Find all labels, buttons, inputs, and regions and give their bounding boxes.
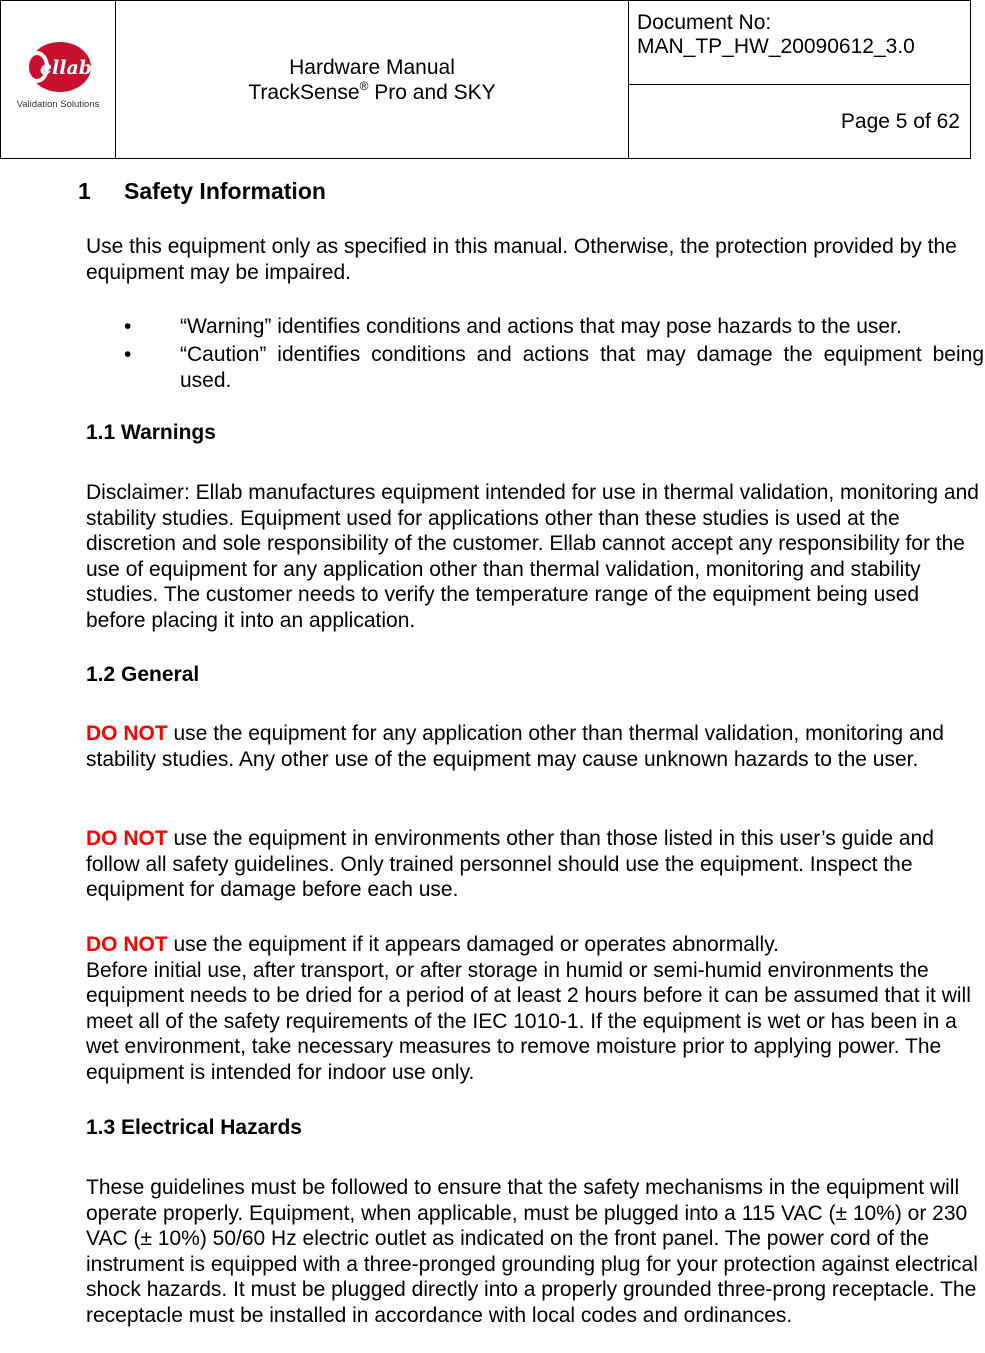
list-item: • “Warning” identifies conditions and actions that may pose hazards to the user. <box>124 315 902 338</box>
subsection-heading-warnings: 1.1 Warnings <box>86 421 216 444</box>
document-number-cell <box>629 1 971 85</box>
subsection-heading-general: 1.2 General <box>86 663 200 686</box>
document-header <box>0 0 971 159</box>
warnings-paragraph: Disclaimer: Ellab manufactures equipment intended for use in thermal validation, monitoring and stability studies. Equipment used for applications other than these studies is used at the discretion and sole responsibility of the customer. Ellab cannot accept any responsibility for the use of equipment for any application other than thermal validation, monitoring and stability studies. The customer needs to verify the temperature range of the equipment being used before placing it into an application. <box>86 481 979 632</box>
list-item: • “Caution” identifies conditions and actions that may damage the equipment being used. <box>124 343 984 392</box>
subsection-heading-electrical: 1.3 Electrical Hazards <box>86 1116 302 1139</box>
document-number-value: MAN_TP_HW_20090612_3.0 <box>637 35 915 58</box>
section-heading: 1 Safety Information <box>78 178 326 204</box>
bullet-icon: • <box>124 343 132 366</box>
general-paragraph-3: DO NOT use the equipment if it appears damaged or operates abnormally. Before initial use, after transport, or after storage in humid or semi-humid environments the equipment needs to be dried for a period of at least 2 hours before it can be assumed that it will meet all of the safety requirements of the IEC 1010-1. If the equipment is wet or has been in a wet environment, take necessary measures to remove moisture prior to applying power. The equipment is intended for indoor use only. <box>86 933 971 1084</box>
electrical-paragraph: These guidelines must be followed to ensure that the safety mechanisms in the equipment will operate properly. Equipment, when applicable, must be plugged into a 115 VAC (± 10%) or 230 VAC (± 10%) 50/60 Hz electric outlet as indicated on the front panel. The power cord of the instrument is equipped with a three-pronged grounding plug for your protection against electrical shock hazards. It must be plugged directly into a properly grounded three-prong receptacle. The receptacle must be installed in accordance with local codes and ordinances. <box>86 1176 978 1327</box>
manual-title-cell <box>116 1 629 159</box>
logo-tagline: Validation Solutions <box>16 99 100 110</box>
general-paragraph-1: DO NOT use the equipment for any application other than thermal validation, monitoring and stability studies. Any other use of the equipment may cause unknown hazards to the user. <box>86 722 944 771</box>
manual-title-line1: Hardware Manual <box>289 55 455 79</box>
page-number: Page 5 of 62 <box>629 85 971 159</box>
logo-wordmark: ellab <box>39 57 93 79</box>
intro-paragraph: Use this equipment only as specified in this manual. Otherwise, the protection provided by the equipment may be impaired. <box>86 235 957 284</box>
bullet-icon: • <box>124 315 132 338</box>
manual-title-line2: TrackSense® Pro and SKY <box>248 78 496 104</box>
ellab-logo-icon <box>13 37 103 117</box>
logo-cell <box>1 1 116 159</box>
document-number-label: Document No: <box>637 11 772 34</box>
general-paragraph-2: DO NOT use the equipment in environments other than those listed in this user’s guide and follow all safety guidelines. Only trained personnel should use the equipment. Inspect the equipment for damage before each use. <box>86 827 934 902</box>
